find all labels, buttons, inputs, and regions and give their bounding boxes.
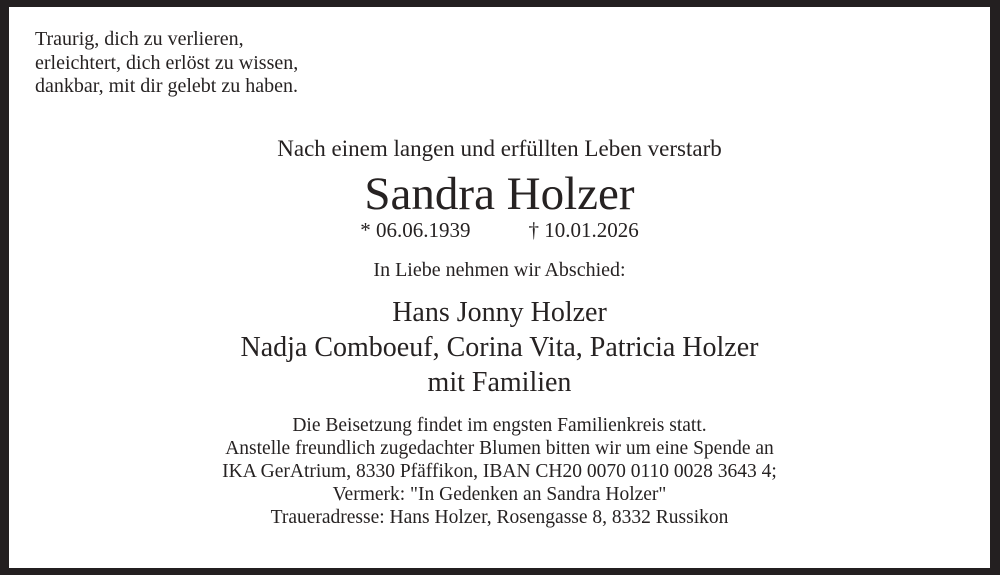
life-dates	[9, 218, 990, 243]
detail-line: Traueradresse: Hans Holzer, Rosengasse 8, 8332 Russikon	[270, 507, 729, 528]
death-date: † 10.01.2026	[528, 218, 639, 242]
funeral-details	[9, 414, 990, 529]
epitaph-verse	[35, 28, 298, 99]
detail-line: IKA GerAtrium, 8330 Pfäffikon, IBAN CH20 0070 0110 0028 3643 4;	[222, 461, 777, 482]
intro-line: Nach einem langen und erfüllten Leben verstarb	[277, 136, 722, 161]
farewell-line: In Liebe nehmen wir Abschied:	[373, 259, 626, 281]
detail-line: Die Beisetzung findet im engsten Familienkreis statt.	[292, 415, 707, 436]
birth-date: * 06.06.1939	[360, 218, 471, 242]
deceased-name: Sandra Holzer	[364, 168, 635, 220]
epitaph-line: erleichtert, dich erlöst zu wissen,	[35, 51, 299, 74]
epitaph-line: Traurig, dich zu verlieren,	[35, 28, 244, 50]
epitaph-line: dankbar, mit dir gelebt zu haben.	[35, 75, 298, 97]
mourners-list	[9, 295, 990, 400]
detail-line: Anstelle freundlich zugedachter Blumen bitten wir um eine Spende an	[225, 438, 774, 459]
detail-line: Vermerk: "In Gedenken an Sandra Holzer"	[332, 484, 667, 505]
mourner-line: Nadja Comboeuf, Corina Vita, Patricia Holzer	[240, 332, 759, 363]
mourner-line: Hans Jonny Holzer	[392, 297, 607, 328]
mourner-line: mit Familien	[427, 367, 572, 398]
